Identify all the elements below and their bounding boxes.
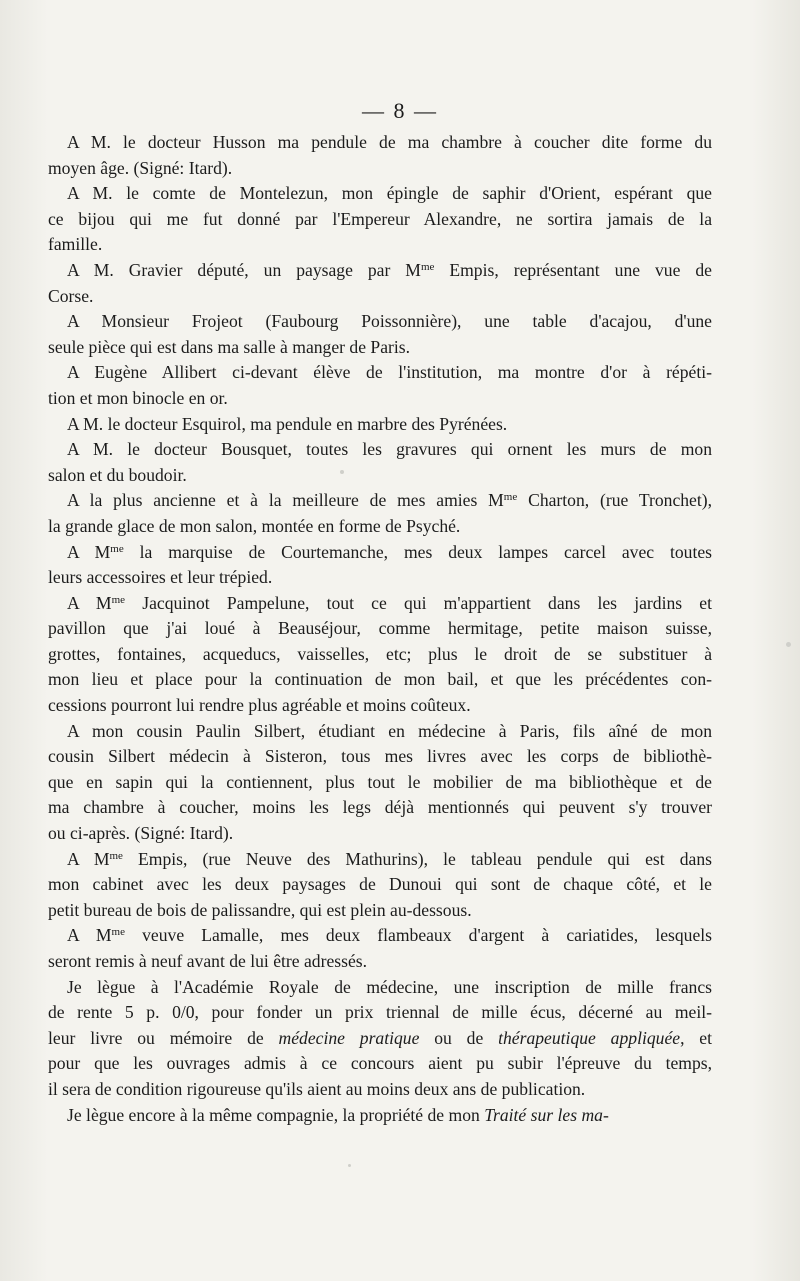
- text-line: seule pièce qui est dans ma salle à manger de Paris.: [48, 336, 411, 357]
- paragraph: [48, 309, 712, 360]
- text-line: salon et du boudoir.: [48, 464, 187, 485]
- paragraph: [48, 488, 712, 539]
- text-line: moyen âge. (Signé: Itard).: [48, 157, 233, 178]
- paragraph: [48, 847, 712, 924]
- text-line: A M. le docteur Husson ma pendule de ma chambre à coucher dite forme du: [67, 132, 712, 152]
- text-line: A mon cousin Paulin Silbert, étudiant en médecine à Paris, fils aîné de mon: [67, 720, 712, 741]
- paragraph: [48, 719, 712, 847]
- text-body: [48, 130, 712, 1128]
- text-line: A $M^{me}$ veuve Lamalle, mes deux flambeaux d'argent à cariatides, lesquels: [67, 925, 712, 946]
- paper-speck: [348, 1164, 351, 1167]
- text-line: Corse.: [48, 285, 94, 306]
- text-line: A M. Gravier député, un paysage par $M^{me}$ Empis, représentant une vue de: [67, 259, 712, 280]
- text-line: pour que les ouvrages admis à ce concours aient pu subir l'épreuve du temps,: [48, 1053, 712, 1074]
- paragraph: [48, 437, 712, 488]
- text-line: A M. le docteur Bousquet, toutes les gravures qui ornent les murs de mon: [67, 439, 712, 460]
- text-line: seront remis à neuf avant de lui être adressés.: [48, 951, 368, 971]
- text-line: Je lègue à l'Académie Royale de médecine, une inscription de mille francs: [67, 976, 712, 997]
- text-line: de rente 5 p. 0/0, pour fonder un prix triennal de mille écus, décerné au meil-: [48, 1002, 712, 1023]
- text-line: famille.: [48, 234, 103, 255]
- text-line: pavillon que j'ai loué à Beauséjour, comme hermitage, petite maison suisse,: [48, 618, 712, 639]
- paragraph: [48, 975, 712, 1103]
- paragraph: [48, 591, 712, 719]
- text-line: mon lieu et place pour la continuation de mon bail, et que les précédentes con-: [48, 669, 712, 690]
- text-line: petit bureau de bois de palissandre, qui est plein au-dessous.: [48, 899, 472, 920]
- text-line: ou ci-après. (Signé: Itard).: [48, 823, 234, 844]
- paragraph: [48, 130, 712, 181]
- paragraph: [48, 412, 712, 438]
- text-line: Je lègue encore à la même compagnie, la propriété de mon Traité sur les ma-: [67, 1104, 609, 1125]
- text-line: A $M^{me}$ Jacquinot Pampelune, tout ce qui m'appartient dans les jardins et: [67, 592, 712, 613]
- page-number: — 8 —: [362, 98, 438, 123]
- text-line: que en sapin qui la contiennent, plus tout le mobilier de ma bibliothèque et de: [48, 771, 712, 792]
- paragraph: [48, 181, 712, 258]
- text-line: ce bijou qui me fut donné par l'Empereur Alexandre, ne sortira jamais de la: [48, 208, 712, 229]
- text-line: A Monsieur Frojeot (Faubourg Poissonnière), une table d'acajou, d'une: [67, 311, 712, 332]
- text-line: A la plus ancienne et à la meilleure de mes amies $M^{me}$ Charton, (rue Tronchet),: [67, 490, 712, 511]
- text-line: A $M^{me}$ la marquise de Courtemanche, mes deux lampes carcel avec toutes: [67, 541, 712, 562]
- text-line: leur livre ou mémoire de médecine pratique ou de thérapeutique appliquée, et: [48, 1027, 712, 1048]
- text-line: ma chambre à coucher, moins les legs déjà mentionnés qui peuvent s'y trouver: [48, 797, 712, 818]
- paragraph: [48, 258, 712, 309]
- paragraph: [48, 923, 712, 974]
- paragraph: [48, 360, 712, 411]
- text-line: A M. le docteur Esquirol, ma pendule en marbre des Pyrénées.: [67, 413, 508, 434]
- text-line: mon cabinet avec les deux paysages de Dunoui qui sont de chaque côté, et le: [48, 874, 712, 895]
- text-line: A Eugène Allibert ci-devant élève de l'institution, ma montre d'or à répéti-: [67, 362, 712, 383]
- text-line: A M. le comte de Montelezun, mon épingle de saphir d'Orient, espérant que: [67, 183, 712, 204]
- text-line: grottes, fontaines, acqueducs, vaisselles, etc; plus le droit de se substituer à: [48, 643, 712, 664]
- paragraph: [48, 1103, 712, 1129]
- paragraph: [48, 540, 712, 591]
- text-line: cessions pourront lui rendre plus agréable et moins coûteux.: [48, 695, 471, 716]
- text-line: il sera de condition rigoureuse qu'ils aient au moins deux ans de publication.: [48, 1078, 586, 1099]
- text-line: tion et mon binocle en or.: [48, 387, 228, 408]
- text-line: A $M^{me}$ Empis, (rue Neuve des Mathurins), le tableau pendule qui est dans: [67, 848, 712, 869]
- text-line: leurs accessoires et leur trépied.: [48, 567, 273, 588]
- text-line: la grande glace de mon salon, montée en forme de Psyché.: [48, 515, 461, 536]
- paper-speck: [786, 642, 791, 647]
- text-line: cousin Silbert médecin à Sisteron, tous mes livres avec les corps de bibliothè-: [48, 746, 712, 767]
